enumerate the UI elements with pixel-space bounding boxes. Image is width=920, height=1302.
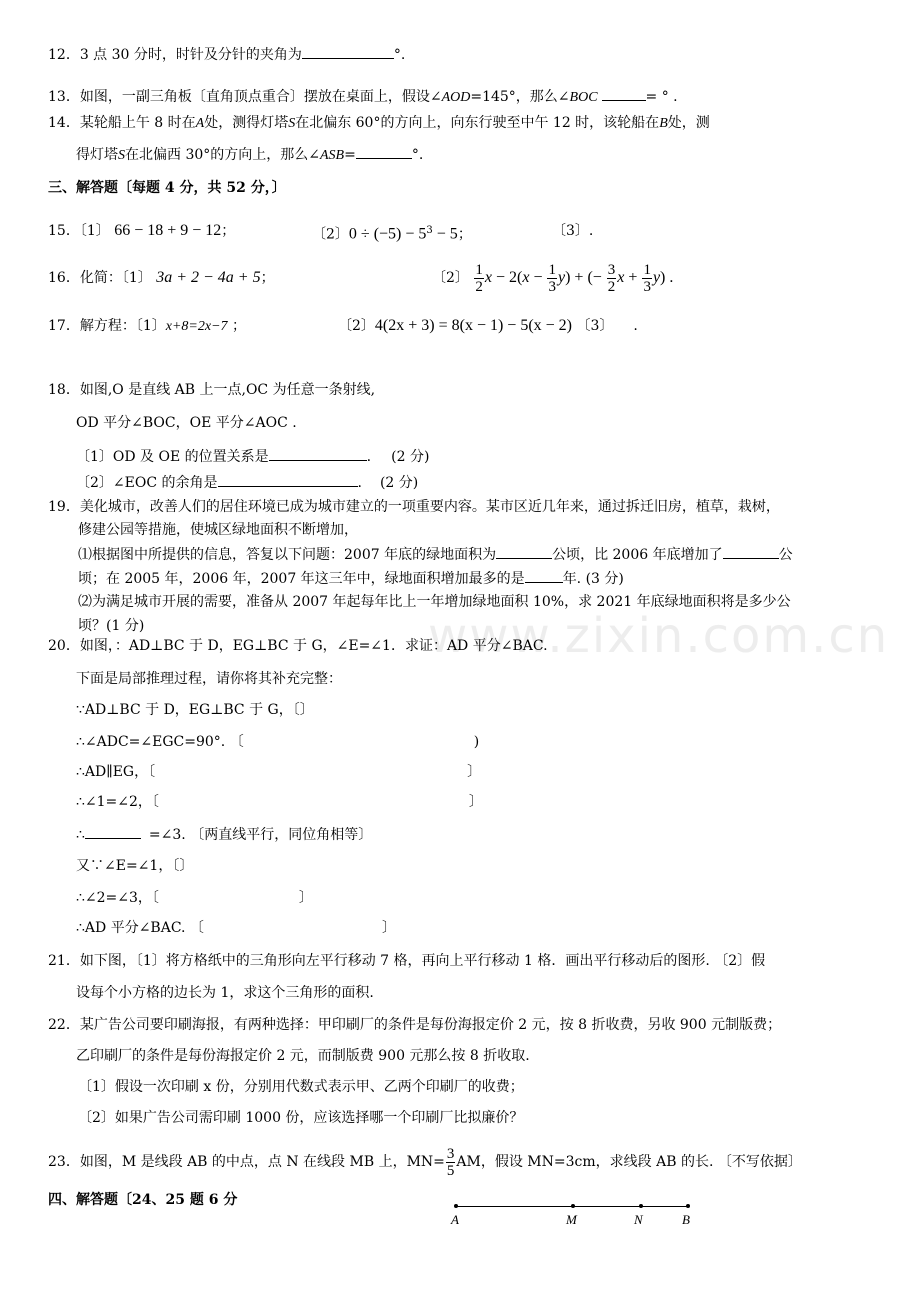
q14-text-a: 某轮船上午 8 时在 [79,115,196,131]
q15-part2-label: 〔2〕 [312,226,349,243]
q12-tail: °. [393,47,406,63]
q23-text-b: AM，假设 MN=3cm，求线段 AB 的长. 〔不写依据〕 [456,1154,802,1170]
q20-step-5 [76,824,372,845]
q19-part1-text-b: 公顷，比 2006 年底增加了 [552,547,723,563]
fraction: $\frac{1}{3}$ [548,261,556,295]
q20-step-8-close: 〕 [381,920,396,936]
q13-answer-blank[interactable] [602,86,646,101]
q22-number: 22． [48,1017,80,1033]
q22-part-2: 〔2〕如果广告公司需印刷 1000 份，应该选择哪一个印刷厂比拟廉价？ [78,1110,524,1126]
q20-step-4 [76,792,483,812]
q13-tail: = ° . [645,89,678,105]
question-15-part3: 〔3〕. [552,223,594,239]
q20-step-8-text: ∴AD 平分∠BAC. 〔 [76,920,204,936]
question-19-line1 [48,497,780,517]
q16-label: 化简： [79,270,122,286]
q13-number: 13． [48,89,80,105]
q15-number: 15． [48,223,80,239]
q13-angle-boc: BOC [569,90,598,105]
q21-number: 21． [48,953,80,969]
q14-text-g: = [344,147,356,163]
q19-part1-text-e: 年. (3 分) [562,571,624,587]
q23-fraction-denominator: 5 [446,1162,455,1179]
q14-number: 14． [48,115,80,131]
q19-part2-line1: ⑵为满足城市开展的需要，准备从 2007 年起每年比上一年增加绿地面积 10%，求 2021 年底绿地面积将是多少公 [78,594,791,610]
q16-expression-2: $\frac{1}{2}$ x − 2(x − $\frac{1}{3}$ y) + (− $\frac{3}{2}$ x + $\frac{1}{3}$ y) . [475,261,674,295]
point-n-label: N [634,1212,643,1227]
question-14-line1 [48,113,710,134]
q14-point-s-2: S [118,148,125,163]
q18-text-2: OD 平分∠BOC，OE 平分∠AOC . [76,415,297,431]
q14-point-s: S [288,116,296,131]
point-n-dot [639,1204,643,1208]
q15-exponent: 3 [426,225,433,236]
q19-increase-blank[interactable] [723,544,779,559]
q18-number: 18． [48,382,80,398]
question-20-line1 [48,636,548,656]
question-22-line1 [48,1015,781,1035]
q23-fraction-numerator: 3 [446,1145,455,1162]
fraction: $\frac{3}{2}$ [607,261,616,295]
q14-text-e: 得灯塔 [76,147,118,163]
q14-point-b: B [659,116,668,131]
q18-part1-score: (2 分) [391,449,430,465]
q17-tail: . [633,318,638,334]
q20-step-2-close: ) [473,734,480,750]
question-16 [48,268,275,288]
q18-part2-blank[interactable] [218,472,358,487]
point-a-dot [454,1204,458,1208]
q22-part-1: 〔1〕假设一次印刷 x 份，分别用代数式表示甲、乙两个印刷厂的收费； [78,1079,524,1095]
q19-year-blank[interactable] [525,568,563,583]
q13-text: 如图，一副三角板〔直角顶点重合〕摆放在桌面上，假设∠ [79,89,442,105]
q20-step-1: ∵AD⊥BC 于 D，EG⊥BC 于 G，〔〕 [76,702,314,718]
q16-semicolon: ； [260,270,275,286]
q22-text-2: 乙印刷厂的条件是每份海报定价 2 元，而制版费 900 元那么按 8 折收取. [76,1048,530,1064]
q12-number: 12． [48,47,80,63]
question-21-line1 [48,951,765,971]
fraction: $\frac{1}{3}$ [643,261,651,295]
q14-point-a: A [195,116,205,131]
question-18-line1 [48,380,375,400]
q14-answer-blank[interactable] [356,144,412,159]
point-b-label: B [682,1212,690,1227]
q17-number: 17． [48,318,80,334]
q16-expression-1: 3a + 2 − 4a + 5 [156,269,261,286]
q20-step-7-text: ∴∠2=∠3，〔 [76,890,159,906]
q14-tail: °. [411,147,424,163]
q14-text-b: 处，测得灯塔 [204,115,289,131]
q13-angle-aod: AOD [441,90,471,105]
q20-step-5-therefore: ∴ [76,827,85,843]
q14-text-c: 在北偏东 60°的方向上，向东行驶至中午 12 时，该轮船在 [295,115,660,131]
section-4-heading: 四、解答题〔24、25 题 6 分 [48,1192,238,1208]
q16-number: 16． [48,270,80,286]
q17-equation-1: x+8=2x−7 [165,319,228,334]
q20-step-7 [76,888,313,908]
q18-part2-text: 〔2〕∠EOC 的余角是 [76,475,218,491]
point-b-dot [686,1204,690,1208]
q17-part3-label: 〔3〕 [576,318,614,334]
q19-area-blank[interactable] [496,544,552,559]
q15-expression-2b: − 5 [432,225,458,243]
q23-fraction [446,1146,456,1179]
q19-part1-text-a: ⑴根据图中所提供的信息，答复以下问题：2007 年底的绿地面积为 [78,547,497,563]
point-m-label: M [566,1212,577,1227]
q18-part1-dot: . [366,449,372,465]
q13-mid: =145°，那么∠ [470,89,570,105]
q23-text-a: 如图，M 是线段 AB 的中点，点 N 在线段 MB 上，MN= [79,1154,445,1170]
q20-step-3-text: ∴AD∥EG，〔 [76,764,156,780]
q14-text-f: 在北偏西 30°的方向上，那么∠ [125,147,320,163]
q20-step-2 [76,732,479,752]
question-23 [48,1142,802,1182]
q18-part1-blank[interactable] [269,446,367,461]
q18-part2-dot: . [357,475,362,491]
q20-number: 20． [48,638,80,654]
point-m-dot [571,1204,575,1208]
q18-part1-text: 〔1〕OD 及 OE 的位置关系是 [76,449,269,465]
question-14-line2 [76,144,423,166]
q20-step-5-text: =∠3. 〔两直线平行，同位角相等〕 [148,827,373,843]
q21-text-1: 如下图，〔1〕将方格纸中的三角形向左平行移动 7 格，再向上平行移动 1 格．画出平行移动后的图形. 〔2〕假 [79,953,766,969]
q19-part1-line1 [78,544,793,565]
q17-part1-label: 〔1〕 [135,318,166,334]
q20-step-5-blank[interactable] [85,824,141,839]
point-a-label: A [451,1212,459,1227]
q15-semicolon-2: ； [457,226,472,243]
q20-step-7-close: 〕 [298,890,313,906]
section-3-heading: 三、解答题〔每题 4 分，共 52 分，〕 [48,180,286,196]
question-17 [48,316,246,337]
q14-text-d: 处，测 [667,115,710,131]
q18-text-1: 如图,O 是直线 AB 上一点,OC 为任意一条射线, [79,382,376,398]
q20-step-6: 又∵∠E=∠1，〔〕 [76,858,194,874]
q19-part1-line2 [78,568,624,589]
q19-part1-text-c: 公 [778,547,793,563]
fraction: $\frac{1}{2}$ [475,261,483,295]
q20-step-4-close: 〕 [468,794,483,810]
q17-part2-label: 〔2〕 [338,318,375,334]
q19-text-2: 修建公园等措施，使城区绿地面积不断增加， [78,522,358,538]
q12-text: 3 点 30 分时，时针及分针的夹角为 [79,47,302,63]
question-17-part2 [338,316,638,336]
q18-part2 [76,472,418,493]
q21-text-2: 设每个小方格的边长为 1，求这个三角形的面积. [76,985,374,1001]
q15-expression-2a: 0 ÷ (−5) − 5 [348,225,427,243]
q16-part2-label: 〔2〕 [432,270,469,286]
q22-text-1: 某广告公司要印刷海报，有两种选择：甲印刷厂的条件是每份海报定价 2 元，按 8 折收费，另收 900 元制版费； [79,1017,782,1033]
question-13 [48,86,678,108]
q17-label: 解方程： [79,318,136,334]
q14-angle-asb: ASB [320,148,345,163]
q19-part1-text-d: 顷；在 2005 年，2006 年，2007 年这三年中，绿地面积增加最多的是 [78,571,525,587]
q17-semicolon: ； [231,318,246,334]
q20-step-8 [76,918,396,938]
question-12 [48,44,405,65]
q12-answer-blank[interactable] [302,44,394,59]
q18-part1 [76,446,429,467]
q20-text-1: 如图，：AD⊥BC 于 D，EG⊥BC 于 G，∠E=∠1．求证：AD 平分∠BAC. [79,638,548,654]
q20-step-4-text: ∴∠1=∠2，〔 [76,794,159,810]
q16-part1-label: 〔1〕 [121,270,152,286]
q15-part1-label: 〔1〕 [79,223,110,239]
q23-number: 23． [48,1154,80,1170]
q19-text-1: 美化城市，改善人们的居住环境已成为城市建立的一项重要内容。某市区近几年来，通过拆迁旧房，植草，栽树， [79,499,780,515]
q20-step-3-close: 〕 [467,764,482,780]
q15-expression-1: 66 − 18 + 9 − 12 [114,222,222,239]
q17-equation-2: 4(2x + 3) = 8(x − 1) − 5(x − 2) [374,317,573,334]
question-16-part2 [432,258,673,298]
question-15 [48,221,235,241]
q20-step-3 [76,762,481,782]
q20-text-2: 下面是局部推理过程，请你将其补充完整： [76,671,342,687]
q19-number: 19． [48,499,80,515]
watermark-text: www.zixin.com.cn [428,608,890,664]
q20-step-2-text: ∴∠ADC=∠EGC=90°. 〔 [76,734,244,750]
question-15-part2 [312,221,472,245]
q18-part2-score: (2 分) [379,475,419,491]
q15-semicolon-1: ； [221,223,236,239]
q19-part2-line2: 顷？(1 分) [78,618,145,634]
